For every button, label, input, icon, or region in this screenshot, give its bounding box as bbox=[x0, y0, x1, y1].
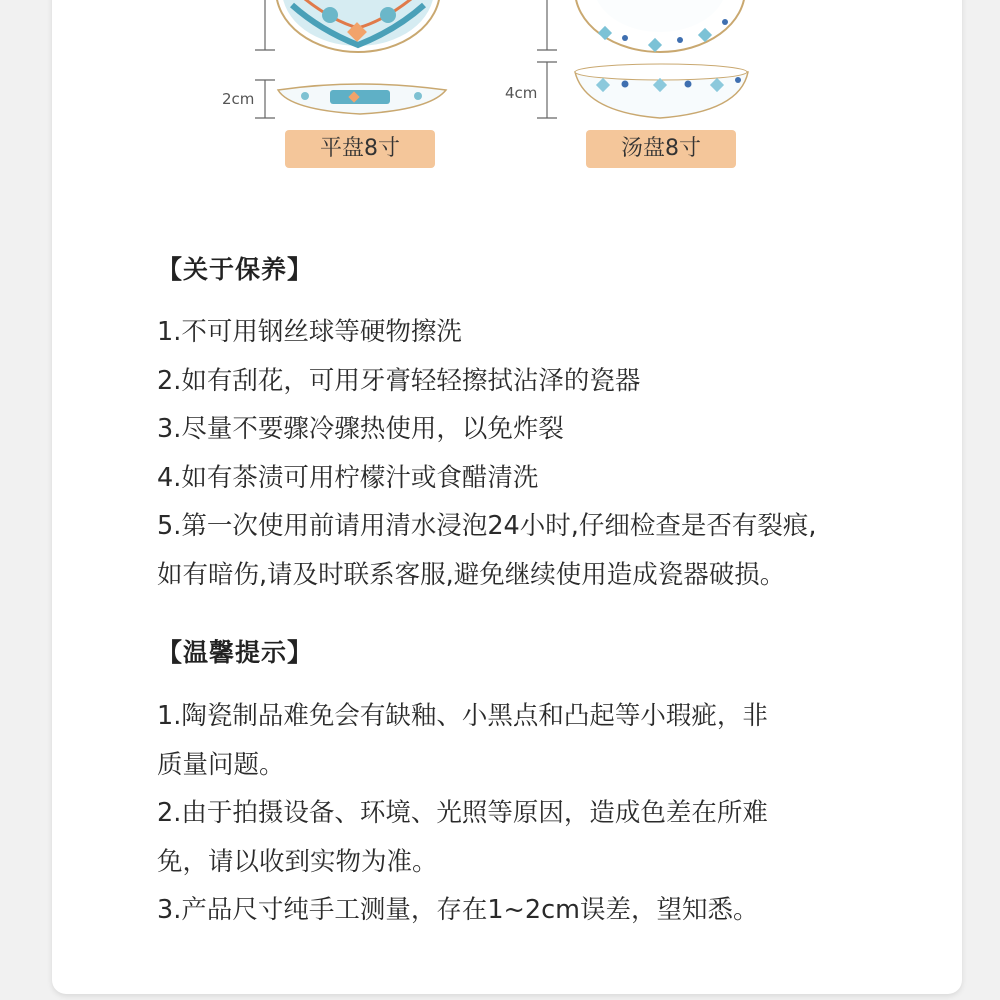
care-line: 如有暗伤,请及时联系客服,避免继续使用造成瓷器破损。 bbox=[157, 559, 786, 590]
tips-line: 质量问题。 bbox=[157, 749, 285, 780]
flat-plate-height-label: 2cm bbox=[222, 90, 255, 108]
left-dimension-lines bbox=[255, 0, 275, 118]
soup-plate-side-view bbox=[575, 64, 748, 118]
flat-plate-top-view bbox=[276, 0, 440, 52]
right-dimension-lines bbox=[537, 0, 557, 118]
flat-plate-side-view bbox=[278, 84, 446, 114]
care-line: 1.不可用钢丝球等硬物擦洗 bbox=[157, 317, 462, 347]
care-line: 4.如有茶渍可用柠檬汁或食醋清洗 bbox=[157, 462, 539, 493]
tips-line: 2.由于拍摄设备、环境、光照等原因，造成色差在所难 bbox=[157, 798, 768, 828]
care-section-title: 【关于保养】 bbox=[157, 255, 314, 284]
tips-section-title: 【温馨提示】 bbox=[157, 638, 314, 667]
tips-line: 3.产品尺寸纯手工测量，存在1~2cm误差，望知悉。 bbox=[157, 895, 759, 925]
soup-plate-height-label: 4cm bbox=[505, 84, 538, 102]
care-line: 2.如有刮花，可用牙膏轻轻擦拭沾泽的瓷器 bbox=[157, 365, 641, 396]
plate-size-figure bbox=[0, 0, 1000, 180]
tips-line: 免，请以收到实物为准。 bbox=[157, 846, 438, 877]
tips-line: 1.陶瓷制品难免会有缺釉、小黑点和凸起等小瑕疵，非 bbox=[157, 701, 768, 731]
flat-plate-tag: 平盘8寸 bbox=[285, 130, 435, 168]
care-line: 5.第一次使用前请用清水浸泡24小时,仔细检查是否有裂痕, bbox=[157, 511, 817, 541]
care-list bbox=[157, 308, 937, 599]
tips-list bbox=[157, 692, 937, 935]
plates-illustration bbox=[0, 0, 1000, 180]
soup-plate-tag: 汤盘8寸 bbox=[586, 130, 736, 168]
care-line: 3.尽量不要骤冷骤热使用，以免炸裂 bbox=[157, 414, 564, 444]
soup-plate-top-view bbox=[575, 0, 745, 52]
